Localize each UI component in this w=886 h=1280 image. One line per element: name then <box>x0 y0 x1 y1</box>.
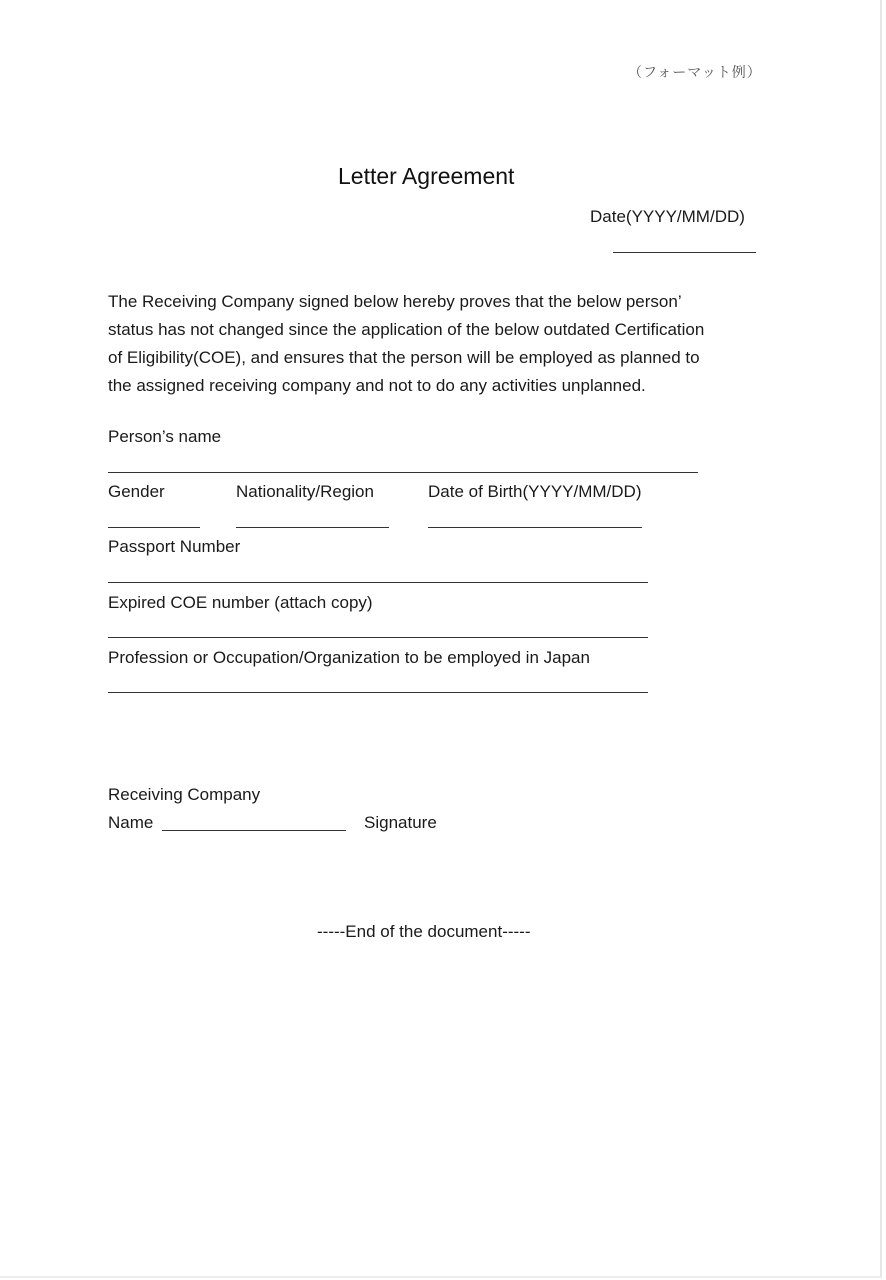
company-name-field-line[interactable] <box>162 830 346 831</box>
document-title: Letter Agreement <box>338 163 515 189</box>
passport-number-field-line[interactable] <box>108 582 648 583</box>
intro-paragraph <box>108 288 768 400</box>
passport-number-label: Passport Number <box>108 537 241 556</box>
persons-name-field-line[interactable] <box>108 472 698 473</box>
gender-field-line[interactable] <box>108 527 200 528</box>
date-field-line[interactable] <box>613 252 756 253</box>
receiving-company-heading: Receiving Company <box>108 785 261 804</box>
date-of-birth-field-line[interactable] <box>428 527 642 528</box>
profession-label: Profession or Occupation/Organization to be employed in Japan <box>108 648 590 667</box>
nationality-label: Nationality/Region <box>236 482 374 501</box>
expired-coe-field-line[interactable] <box>108 637 648 638</box>
intro-line: The Receiving Company signed below hereby proves that the below person’ <box>108 292 682 311</box>
profession-field-line[interactable] <box>108 692 648 693</box>
expired-coe-label: Expired COE number (attach copy) <box>108 593 373 612</box>
date-label: Date(YYYY/MM/DD) <box>590 207 745 226</box>
company-name-label: Name <box>108 813 154 832</box>
end-of-document: -----End of the document----- <box>317 922 531 941</box>
signature-label: Signature <box>364 813 437 832</box>
gender-label: Gender <box>108 482 165 501</box>
date-of-birth-label: Date of Birth(YYYY/MM/DD) <box>428 482 642 501</box>
nationality-field-line[interactable] <box>236 527 389 528</box>
format-example-note: （フォーマット例） <box>628 65 762 81</box>
persons-name-label: Person’s name <box>108 427 222 446</box>
intro-line: of Eligibility(COE), and ensures that the person will be employed as planned to <box>108 348 700 367</box>
intro-line: the assigned receiving company and not to do any activities unplanned. <box>108 376 646 395</box>
intro-line: status has not changed since the application of the below outdated Certification <box>108 320 705 339</box>
